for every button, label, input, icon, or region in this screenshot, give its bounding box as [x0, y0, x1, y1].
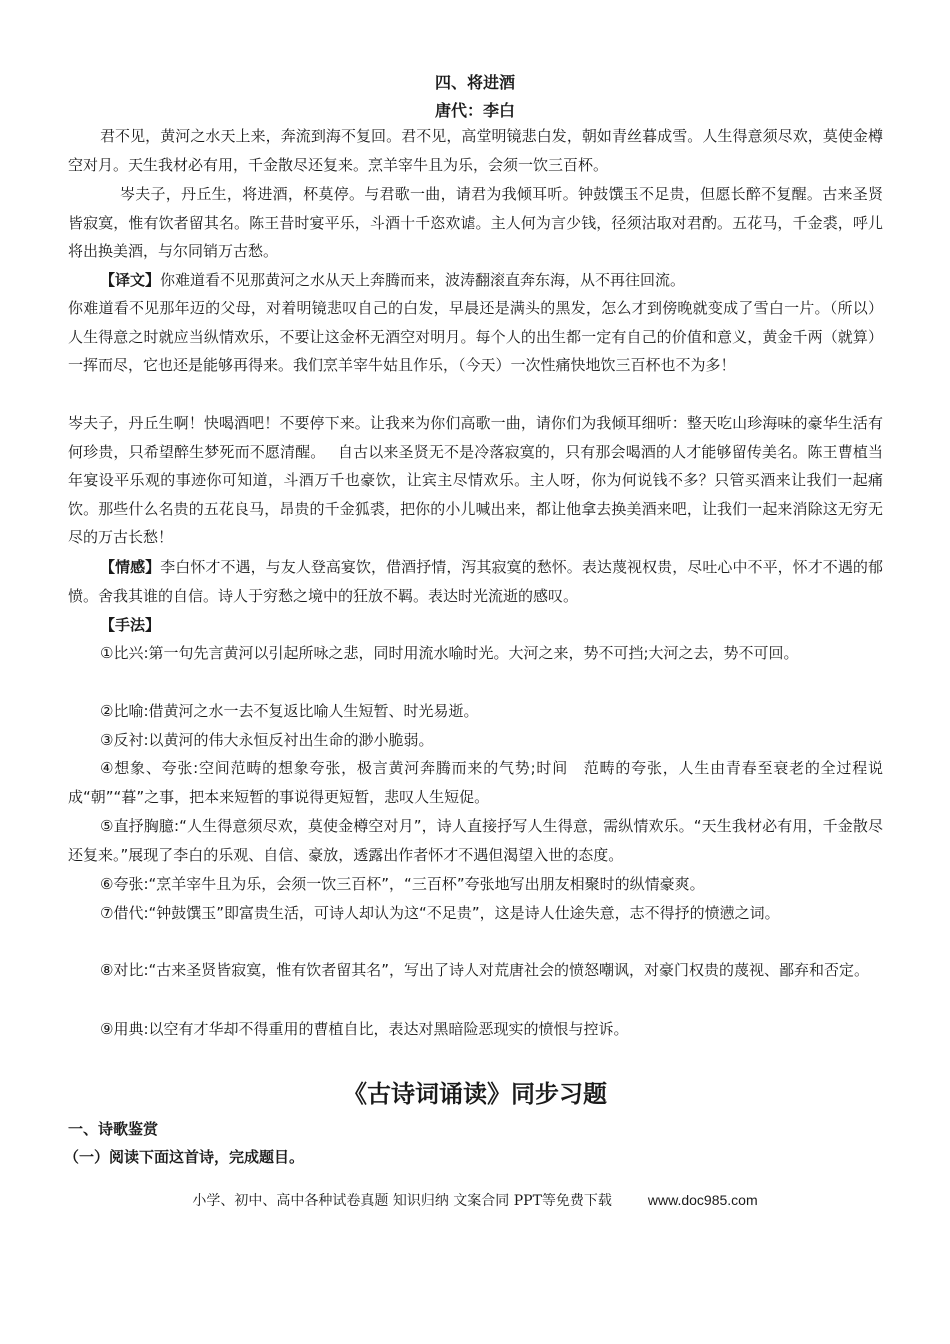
poem-paragraph-1: 君不见，黄河之水天上来，奔流到海不复回。君不见，高堂明镜悲白发，朝如青丝暮成雪。人生得意须尽欢，莫使金樽空对月。天生我材必有用，千金散尽还复来。烹羊宰牛且为乐，会须一饮三百杯。	[68, 127, 883, 174]
translation-paragraph-3: 岑夫子，丹丘生啊！快喝酒吧！不要停下来。让我来为你们高歌一曲，请你们为我倾耳细听：整天吃山珍海味的豪华生活有何珍贵，只希望醉生梦死而不愿清醒。 自古以来圣贤无不是冷落寂寞的，只有那会喝酒的人才能够留传美名。陈王曹植当年宴设平乐观的事迹你可知道，斗酒万千也豪饮，让宾主尽情欢乐。主人呀，你为何说钱不多？只管买酒来让我们一起痛饮。那些什么名贵的五花良马，昂贵的千金狐裘，把你的小儿喊出来，都让他拿去换美酒来吧，让我们一起来消除这无穷无尽的万古长愁！	[68, 414, 883, 546]
technique-item-7: ⑦借代:“钟鼓馔玉”即富贵生活，可诗人却认为这“不足贵”，这是诗人仕途失意，志不得抒的愤懑之词。	[100, 904, 780, 922]
technique-item-4: ④想象、夸张:空间范畴的想象夸张，极言黄河奔腾而来的气势;时间 范畴的夸张，人生由青春至衰老的全过程说成“朝”“暮”之事，把本来短暂的事说得更短暂，悲叹人生短促。	[68, 759, 883, 806]
exercise-title: 《古诗词诵读》同步习题	[343, 1080, 607, 1108]
emotion-paragraph	[68, 553, 883, 610]
technique-item-8: ⑧对比:“古来圣贤皆寂寞，惟有饮者留其名”，写出了诗人对荒唐社会的愤怒嘲讽，对豪门权贵的蔑视、鄙弃和否定。	[100, 961, 870, 979]
section-heading: 一、诗歌鉴赏	[68, 1120, 159, 1138]
poem-author: 唐代：李白	[434, 101, 515, 120]
poem-paragraph-2: 岑夫子，丹丘生，将进酒，杯莫停。与君歌一曲，请君为我倾耳听。钟鼓馔玉不足贵，但愿长醉不复醒。古来圣贤皆寂寞，惟有饮者留其名。陈王昔时宴平乐，斗酒十千恣欢谑。主人何为言少钱，径须沽取对君酌。五花马，千金裘，呼儿将出换美酒，与尔同销万古愁。	[68, 185, 883, 260]
technique-item-2: ②比喻:借黄河之水一去不复返比喻人生短暂、时光易逝。	[100, 702, 479, 720]
technique-item-1: ①比兴:第一句先言黄河以引起所咏之悲，同时用流水喻时光。大河之来，势不可挡;大河之去，势不可回。	[100, 644, 799, 662]
technique-item-3: ③反衬:以黄河的伟大永恒反衬出生命的渺小脆弱。	[100, 731, 434, 749]
technique-item-6: ⑥夸张:“烹羊宰牛且为乐，会须一饮三百杯”，“三百杯”夸张地写出朋友相聚时的纵情豪爽。	[100, 875, 705, 893]
emotion-label: 【情感】	[100, 558, 161, 576]
translation-text-1: 你难道看不见那黄河之水从天上奔腾而来，波涛翻滚直奔东海，从不再往回流。	[160, 271, 686, 289]
translation-label: 【译文】	[100, 271, 161, 289]
translation-paragraph-2: 你难道看不见那年迈的父母，对着明镜悲叹自己的白发，早晨还是满头的黑发，怎么才到傍晚就变成了雪白一片。（所以）人生得意之时就应当纵情欢乐，不要让这金杯无酒空对明月。每个人的出生都一定有自己的价值和意义，黄金千两（就算）一挥而尽，它也还是能够再得来。我们烹羊宰牛姑且作乐，（今天）一次性痛快地饮三百杯也不为多！	[68, 299, 883, 374]
footer	[0, 1190, 950, 1210]
translation-line-1	[68, 266, 883, 295]
poem-title: 四、将进酒	[434, 73, 515, 92]
footer-text: 小学、初中、高中各种试卷真题 知识归纳 文案合同 PPT等免费下载	[192, 1193, 612, 1209]
footer-url[interactable]: www.doc985.com	[647, 1192, 758, 1208]
technique-label: 【手法】	[100, 616, 161, 634]
technique-item-5: ⑤直抒胸臆:“人生得意须尽欢，莫使金樽空对月”，诗人直接抒写人生得意，需纵情欢乐。“天生我材必有用，千金散尽还复来。”展现了李白的乐观、自信、豪放，透露出作者怀才不遇但渴望入世的态度。	[68, 817, 883, 864]
section-subheading: （一）阅读下面这首诗，完成题目。	[64, 1148, 305, 1166]
emotion-text: 李白怀才不遇，与友人登高宴饮，借酒抒情，泻其寂寞的愁怀。表达蔑视权贵，尽吐心中不平，怀才不遇的郁愤。舍我其谁的自信。诗人于穷愁之境中的狂放不羁。表达时光流逝的感叹。	[68, 558, 883, 605]
technique-item-9: ⑨用典:以空有才华却不得重用的曹植自比，表达对黑暗险恶现实的愤恨与控诉。	[100, 1020, 629, 1038]
